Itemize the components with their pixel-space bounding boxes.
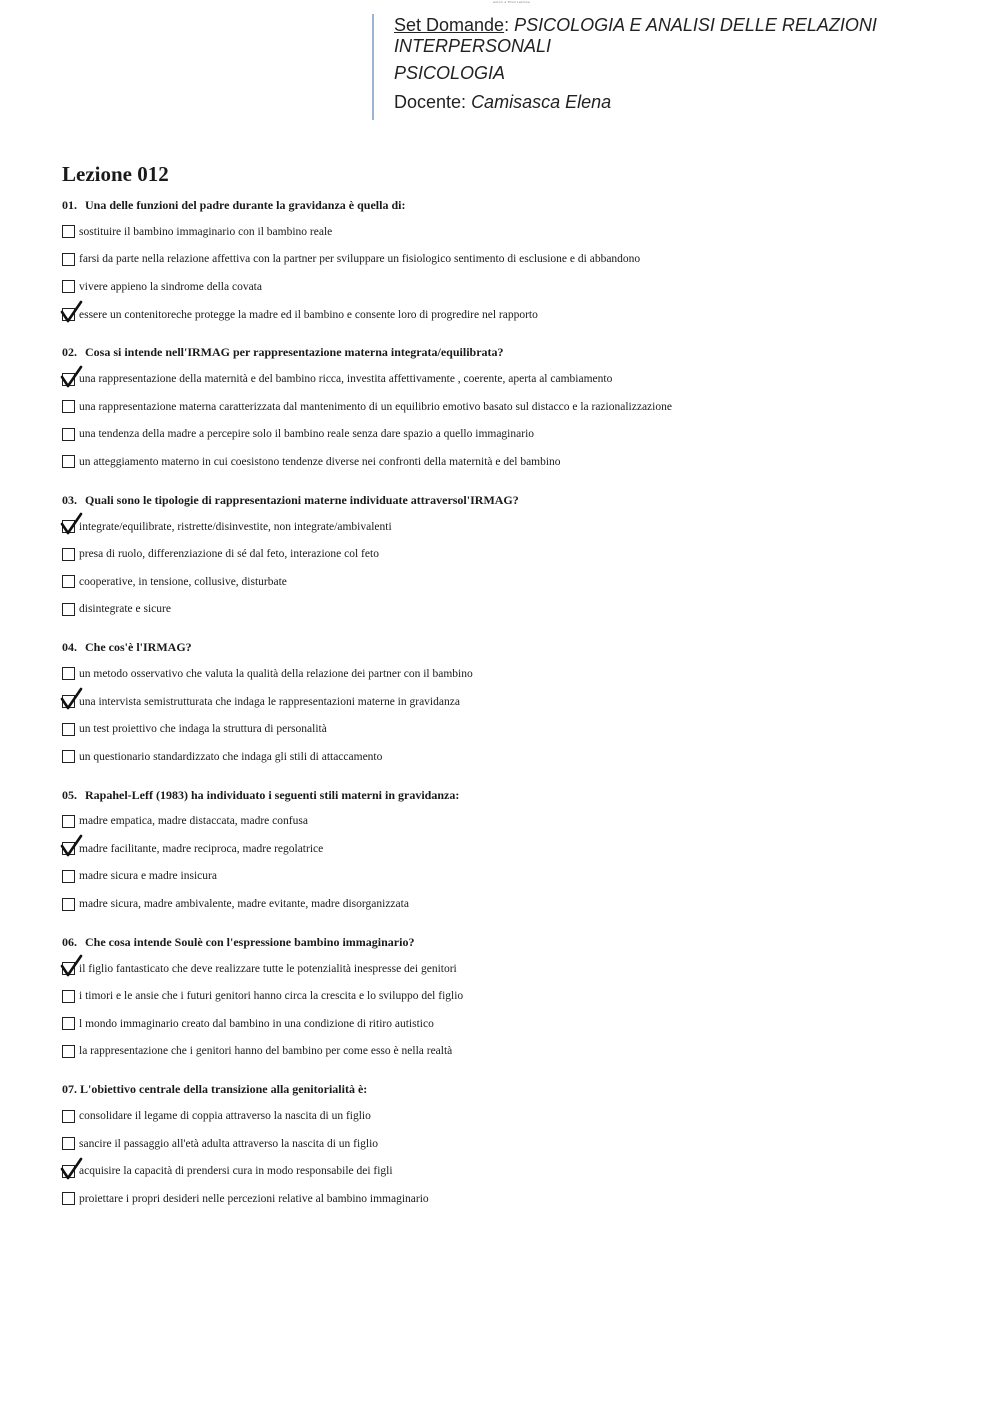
set-domande-line xyxy=(394,15,932,57)
checkbox[interactable] xyxy=(62,455,75,468)
question-label: Che cosa intende Soulè con l'espressione bambino immaginario? xyxy=(85,934,415,949)
question-number: 03. xyxy=(62,492,77,507)
checked-checkbox[interactable] xyxy=(62,695,75,708)
question-label: Quali sono le tipologie di rappresentazioni materne individuate attraversol'IRMAG? xyxy=(85,492,519,507)
answer-option-label: presa di ruolo, differenziazione di sé dal feto, interazione col feto xyxy=(79,548,379,561)
answer-option[interactable] xyxy=(62,808,962,836)
answer-option-label: una rappresentazione materna caratterizzata dal mantenimento di un equilibrio emotivo basato sul distacco e la razionalizzazione xyxy=(79,400,672,413)
question-label: Rapahel-Leff (1983) ha individuato i seguenti stili materni in gravidanza: xyxy=(85,787,460,802)
answer-option-label: vivere appieno la sindrome della covata xyxy=(79,280,262,293)
answer-option-label: la rappresentazione che i genitori hanno del bambino per come esso è nella realtà xyxy=(79,1045,453,1058)
answer-option-label: madre empatica, madre distaccata, madre confusa xyxy=(79,815,308,828)
question-text xyxy=(62,933,962,951)
answer-option[interactable] xyxy=(62,955,962,983)
question-text xyxy=(62,196,962,214)
answer-option-label: integrate/equilibrate, ristrette/disinvestite, non integrate/ambivalenti xyxy=(79,520,392,533)
answer-option[interactable] xyxy=(62,218,962,246)
checkbox[interactable] xyxy=(62,723,75,736)
answer-option-label: cooperative, in tensione, collusive, disturbate xyxy=(79,575,287,588)
checkbox[interactable] xyxy=(62,750,75,763)
checkmark-icon xyxy=(60,687,84,711)
checked-checkbox[interactable] xyxy=(62,1165,75,1178)
answer-option[interactable] xyxy=(62,835,962,863)
checkbox[interactable] xyxy=(62,603,75,616)
checkbox[interactable] xyxy=(62,1017,75,1030)
answer-option-label: un test proiettivo che indaga la struttura di personalità xyxy=(79,723,327,736)
question-list xyxy=(62,196,962,1228)
answer-option-label: madre sicura, madre ambivalente, madre evitante, madre disorganizzata xyxy=(79,898,409,911)
answer-option[interactable] xyxy=(62,568,962,596)
answer-option-label: acquisire la capacità di prendersi cura in modo responsabile dei figli xyxy=(79,1165,393,1178)
question-number: 02. xyxy=(62,345,77,360)
checkbox[interactable] xyxy=(62,400,75,413)
docente-label: Docente: xyxy=(394,92,467,112)
docente-name: Camisasca Elena xyxy=(471,92,612,112)
checkbox[interactable] xyxy=(62,898,75,911)
answer-option[interactable] xyxy=(62,715,962,743)
answer-option-label: un metodo osservativo che valuta la qualità della relazione dei partner con il bambino xyxy=(79,667,473,680)
question-text xyxy=(62,786,962,804)
answer-option-label: una tendenza della madre a percepire solo il bambino reale senza dare spazio a quello immaginario xyxy=(79,428,535,441)
answer-option[interactable] xyxy=(62,273,962,301)
answer-option[interactable] xyxy=(62,246,962,274)
set-title: PSICOLOGIA E ANALISI DELLE RELAZIONI INTERPERSONALI xyxy=(394,15,877,56)
answer-option[interactable] xyxy=(62,743,962,771)
lesson-title: Lezione 012 xyxy=(62,162,169,186)
question-label: Cosa si intende nell'IRMAG per rappresentazione materna integrata/equilibrata? xyxy=(85,345,504,360)
answer-option[interactable] xyxy=(62,1185,962,1213)
answer-option[interactable] xyxy=(62,448,962,476)
question-text xyxy=(62,1080,962,1098)
answer-option-label: il figlio fantasticato che deve realizzare tutte le potenzialità inespresse dei genitori xyxy=(79,962,457,975)
checkmark-icon xyxy=(60,512,84,536)
question-3 xyxy=(62,491,962,623)
question-label: L'obiettivo centrale della transizione alla genitorialità è: xyxy=(80,1082,368,1097)
checkbox[interactable] xyxy=(62,428,75,441)
question-7 xyxy=(62,1080,962,1212)
answer-option-label: madre sicura e madre insicura xyxy=(79,870,217,883)
question-text xyxy=(62,343,962,361)
question-label: Una delle funzioni del padre durante la gravidanza è quella di: xyxy=(85,198,406,212)
checkmark-icon xyxy=(60,365,84,389)
answer-option[interactable] xyxy=(62,1102,962,1130)
answer-option-label: madre facilitante, madre reciproca, madre regolatrice xyxy=(79,842,324,855)
checked-checkbox[interactable] xyxy=(62,373,75,386)
answer-option-label: essere un contenitoreche protegge la madre ed il bambino e consente loro di progredire nel rapporto xyxy=(79,308,538,321)
set-domande-label: Set Domande xyxy=(394,15,505,35)
answer-option[interactable] xyxy=(62,660,962,688)
answer-option-label: i timori e le ansie che i futuri genitori hanno circa la crescita e lo sviluppo del figlio xyxy=(79,990,464,1003)
question-label: Che cos'è l'IRMAG? xyxy=(85,640,192,655)
answer-option[interactable] xyxy=(62,513,962,541)
answer-option[interactable] xyxy=(62,596,962,624)
checkbox[interactable] xyxy=(62,990,75,1003)
checkbox[interactable] xyxy=(62,253,75,266)
answer-option[interactable] xyxy=(62,365,962,393)
checkbox[interactable] xyxy=(62,225,75,238)
checkbox[interactable] xyxy=(62,1045,75,1058)
answer-option-label: l mondo immaginario creato dal bambino in una condizione di ritiro autistico xyxy=(79,1017,434,1030)
checkmark-icon xyxy=(60,300,84,324)
checkmark-icon xyxy=(60,834,84,858)
question-number: 04. xyxy=(62,640,77,655)
checkbox[interactable] xyxy=(62,1137,75,1150)
answer-option[interactable] xyxy=(62,890,962,918)
answer-option-label: proiettare i propri desideri nelle percezioni relative al bambino immaginario xyxy=(79,1192,429,1205)
checkmark-icon xyxy=(60,1157,84,1181)
checkbox[interactable] xyxy=(62,575,75,588)
checked-checkbox[interactable] xyxy=(62,842,75,855)
answer-option[interactable] xyxy=(62,301,962,329)
checkbox[interactable] xyxy=(62,548,75,561)
checkmark-icon xyxy=(60,954,84,978)
question-number: 06. xyxy=(62,934,77,949)
question-number: 01. xyxy=(62,198,77,212)
answer-option[interactable] xyxy=(62,1010,962,1038)
answer-option[interactable] xyxy=(62,421,962,449)
top-watermark: Autori e Titoli Lezione xyxy=(493,0,531,4)
checked-checkbox[interactable] xyxy=(62,520,75,533)
question-number: 05. xyxy=(62,787,77,802)
answer-option[interactable] xyxy=(62,863,962,891)
answer-option[interactable] xyxy=(62,982,962,1010)
answer-option[interactable] xyxy=(62,1130,962,1158)
checkbox[interactable] xyxy=(62,1192,75,1205)
answer-option[interactable] xyxy=(62,393,962,421)
question-5 xyxy=(62,786,962,918)
answer-option[interactable] xyxy=(62,688,962,716)
question-6 xyxy=(62,933,962,1065)
checked-checkbox[interactable] xyxy=(62,962,75,975)
answer-option[interactable] xyxy=(62,1038,962,1066)
answer-option-label: un questionario standardizzato che indaga gli stili di attaccamento xyxy=(79,750,383,763)
answer-option-label: una rappresentazione della maternità e del bambino ricca, investita affettivamente , coerente, aperta al cambiamento xyxy=(79,373,613,386)
answer-option[interactable] xyxy=(62,1157,962,1185)
set-separator: : xyxy=(504,15,510,35)
document-header xyxy=(372,14,932,120)
question-2 xyxy=(62,343,962,475)
checkbox[interactable] xyxy=(62,815,75,828)
subject: PSICOLOGIA xyxy=(394,63,506,83)
answer-option-label: sancire il passaggio all'età adulta attraverso la nascita di un figlio xyxy=(79,1137,379,1150)
answer-option-label: disintegrate e sicure xyxy=(79,603,171,616)
question-1 xyxy=(62,196,962,328)
checkbox[interactable] xyxy=(62,1110,75,1123)
question-4 xyxy=(62,638,962,770)
docente-line xyxy=(394,92,932,113)
answer-option-label: una intervista semistrutturata che indaga le rappresentazioni materne in gravidanza xyxy=(79,695,460,708)
checkbox[interactable] xyxy=(62,667,75,680)
checkbox[interactable] xyxy=(62,280,75,293)
answer-option-label: consolidare il legame di coppia attraverso la nascita di un figlio xyxy=(79,1110,371,1123)
question-text xyxy=(62,491,962,509)
answer-option-label: un atteggiamento materno in cui coesistono tendenze diverse nei confronti della maternità e del bambino xyxy=(79,455,561,468)
checkbox[interactable] xyxy=(62,870,75,883)
answer-option-label: sostituire il bambino immaginario con il bambino reale xyxy=(79,225,333,238)
checked-checkbox[interactable] xyxy=(62,308,75,321)
answer-option[interactable] xyxy=(62,540,962,568)
question-number: 07. xyxy=(62,1082,77,1097)
question-text xyxy=(62,638,962,656)
answer-option-label: farsi da parte nella relazione affettiva con la partner per sviluppare un fisiologico sentimento di esclusione e di abbandono xyxy=(79,253,641,266)
